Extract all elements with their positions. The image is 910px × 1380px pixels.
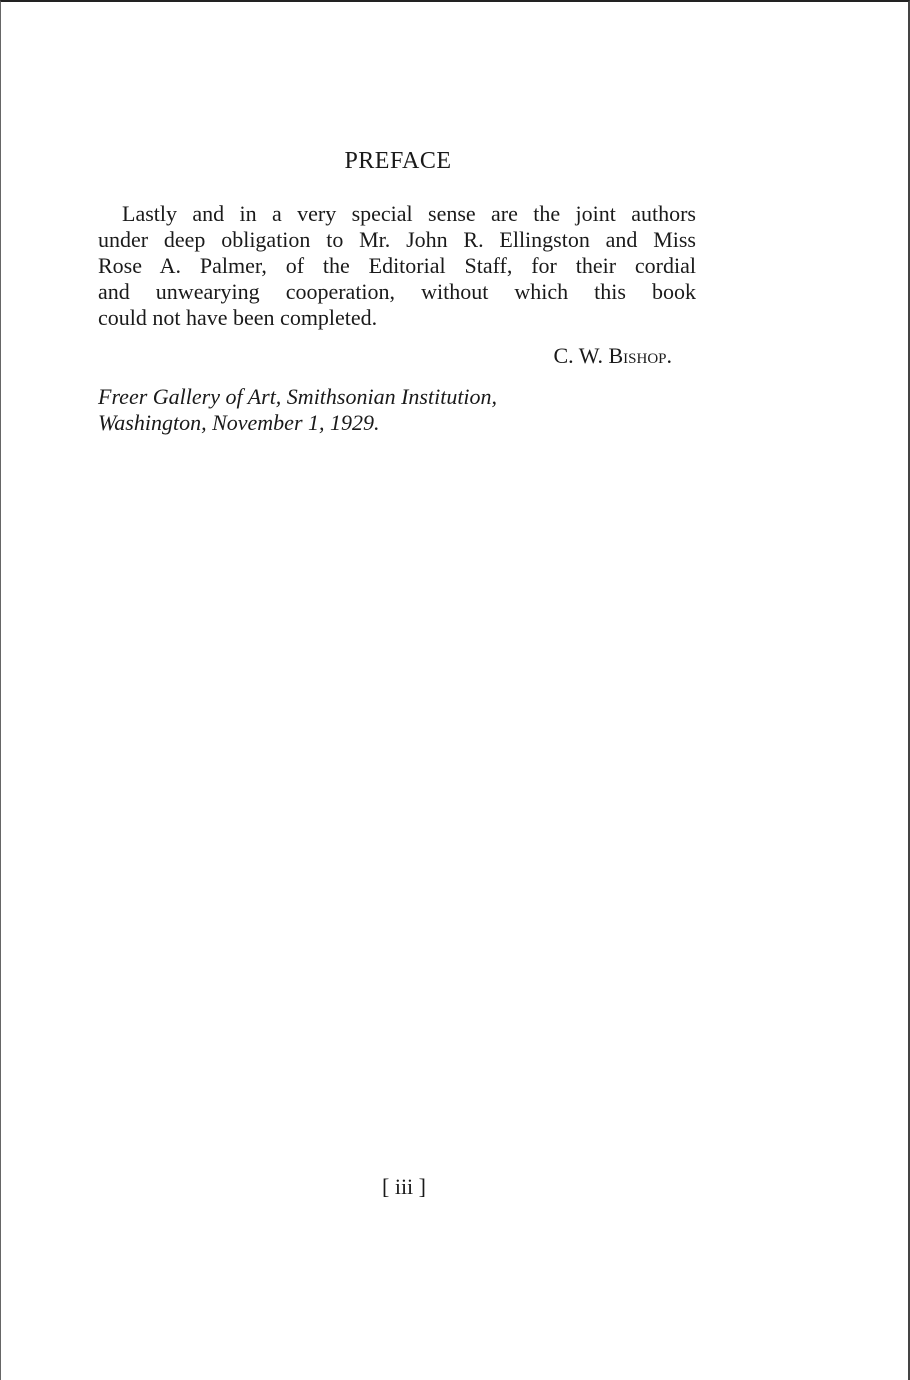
author-signature [98,343,672,369]
paragraph-line: Rose A. Palmer, of the Editorial Staff, for their cordial [98,253,696,278]
place-and-date [98,384,658,436]
page-number: [ iii ] [382,1174,426,1199]
paragraph-line: Lastly and in a very special sense are the joint authors [122,201,696,226]
signature-initials: C. W. [553,343,609,368]
paragraph-line: and unwearying cooperation, without which this book [98,279,696,304]
page-title: PREFACE [344,148,452,174]
paragraph-line: under deep obligation to Mr. John R. Ellingston and Miss [98,227,696,252]
date-line: Washington, November 1, 1929. [98,410,380,435]
place-line: Freer Gallery of Art, Smithsonian Institution, [98,384,498,409]
signature-surname: Bishop. [608,343,672,368]
paragraph-line: could not have been completed. [98,305,378,330]
preface-paragraph [98,201,696,331]
